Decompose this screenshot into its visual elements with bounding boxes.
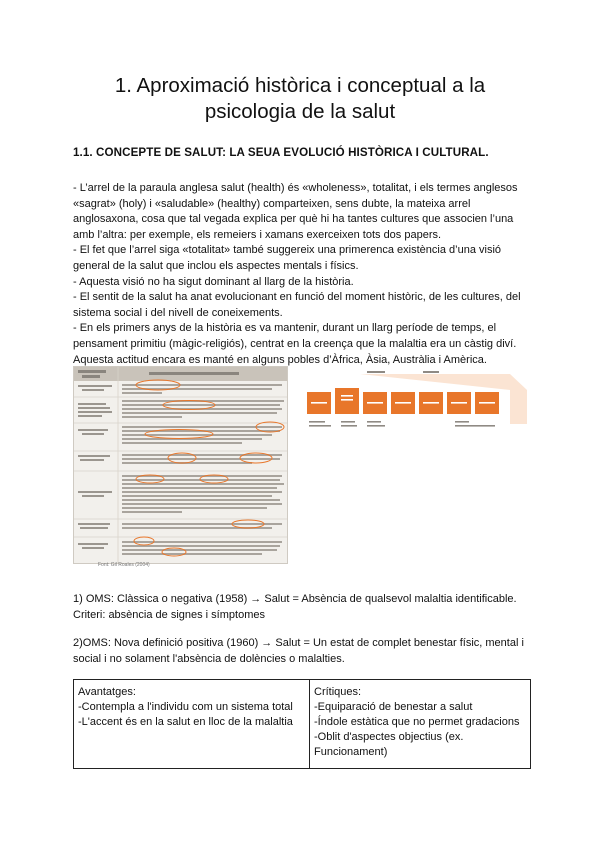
advantages-cell <box>74 680 310 769</box>
figure-caption: Font: Gil Roales (2004) <box>98 562 150 568</box>
critique-item: -Índole estàtica que no permet gradacions <box>314 716 520 728</box>
oms-classic-definition <box>73 592 535 623</box>
health-concept-timeline-image <box>305 368 531 440</box>
paragraph-totality: - El fet que l’arrel siga «totalitat» també suggereix una primerenca existència d’una visió general de la salut que inclou els aspectes mentals i físics. <box>73 244 502 272</box>
paragraph-etymology: - L’arrel de la paraula anglesa salut (health) és «wholeness», totalitat, i els termes anglesos «sagrat» (holy) i «saludable» (healthy) comparteixen, sens dubte, la mateixa arrel anglosaxona, cosa que tal vegada explica per què hi ha tantes cultures que associen l’una amb l’altra: per exemple, els remeiers i xamans exerceixen tots dos papers. <box>73 182 518 241</box>
critiques-cell <box>310 680 531 769</box>
table-scan-graphic <box>74 367 287 563</box>
paragraph-evolution: - El sentit de la salut ha anat evolucionant en funció del moment històric, de les cultures, del sistema social i del nivell de coneixements. <box>73 291 521 319</box>
oms-classic-line: 1) OMS: Clàssica o negativa (1958) → Salut = Absència de qualsevol malaltia identificable. <box>73 593 517 605</box>
title-line-1: 1. Aproximació històrica i conceptual a la <box>114 74 486 97</box>
paragraph-not-dominant: - Aquesta visió no ha sigut dominant al llarg de la història. <box>73 275 354 288</box>
timeline-graphic <box>305 368 531 440</box>
section-heading: 1.1. CONCEPTE DE SALUT: LA SEUA EVOLUCIÓ HISTÒRICA I CULTURAL. <box>73 146 489 159</box>
health-definitions-table-image <box>73 366 288 564</box>
table-row <box>74 680 531 769</box>
critique-item: -Equiparació de benestar a salut <box>314 701 473 713</box>
oms-classic-criterion: Criteri: absència de signes i símptomes <box>73 608 265 621</box>
paragraph-primitive-thought: - En els primers anys de la història es va mantenir, durant un llarg període de temps, el pensament primitiu (màgic-religiós), centrat en la creença que la malaltia era un càstig diví. Aquesta actitud encara es manté en alguns pobles d’Àfrica, Àsia, Austràlia i Amèrica. <box>73 322 517 366</box>
advantage-item: -L'accent és en la salut en lloc de la malaltia <box>78 716 293 728</box>
advantages-title: Avantatges: <box>78 686 136 698</box>
critique-item: -Oblit d'aspectes objectius (ex. Funcionament) <box>314 731 464 758</box>
body-text <box>73 181 535 368</box>
oms-positive-line: 2)OMS: Nova definició positiva (1960) → Salut = Un estat de complet benestar físic, mental i social i no solament l'absència de dolències o malalties. <box>73 637 524 665</box>
title-line-2: psicologia de la salut <box>204 100 396 123</box>
advantage-item: -Contempla a l'individu com un sistema total <box>78 701 293 713</box>
critiques-title: Crítiques: <box>314 686 362 698</box>
page-title <box>60 73 540 125</box>
advantages-critiques-table <box>73 679 531 769</box>
oms-positive-definition <box>73 636 535 667</box>
